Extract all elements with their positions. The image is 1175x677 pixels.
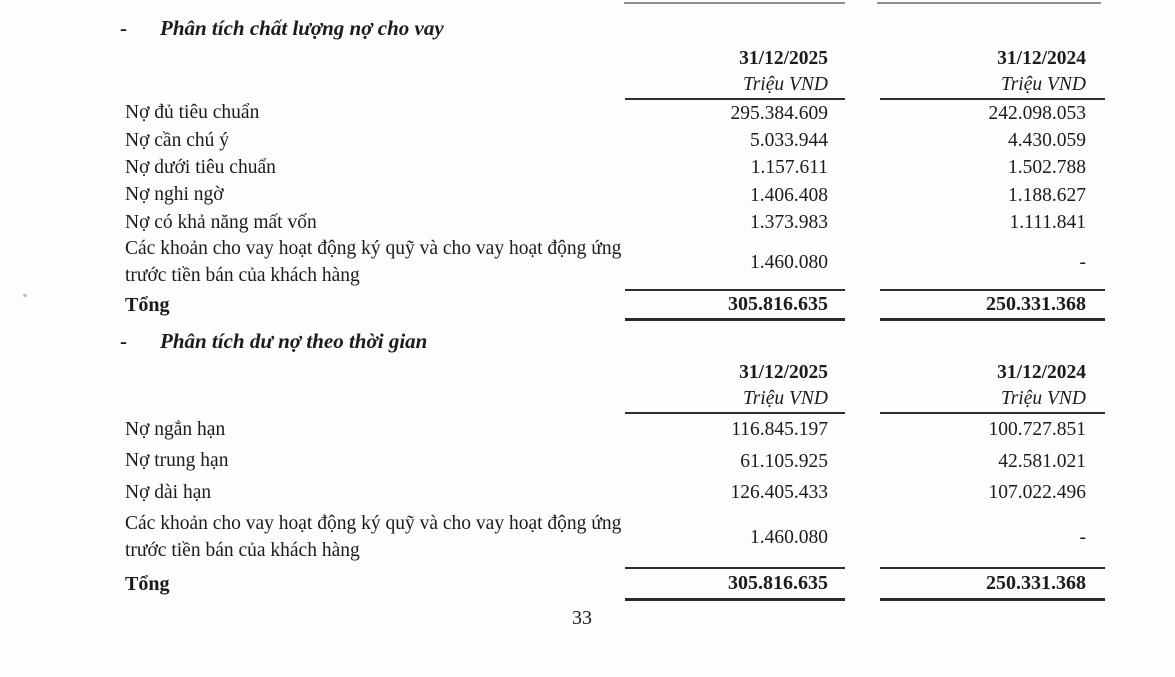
value-2024: 107.022.496: [988, 482, 1086, 504]
value-2025: 1.460.080: [750, 526, 828, 548]
total-label: Tổng: [125, 294, 170, 317]
value-2024: 4.430.059: [1008, 129, 1086, 151]
row-label: Nợ đủ tiêu chuẩn: [125, 102, 260, 124]
table-row: [0, 477, 1175, 509]
row-label: Nợ trung hạn: [125, 450, 229, 472]
value-2024: 242.098.053: [988, 102, 1086, 124]
value-2025: 1.460.080: [750, 251, 828, 273]
total-label: Tổng: [125, 572, 170, 595]
row-label: Nợ dưới tiêu chuẩn: [125, 156, 276, 178]
section-heading-text: Phân tích dư nợ theo thời gian: [160, 329, 428, 354]
column-header-unit-2025: Triệu VND: [625, 72, 845, 100]
row-label: Nợ ngắn hạn: [125, 418, 226, 440]
column-header-date-2025: 31/12/2025: [739, 47, 828, 69]
value-2025: 1.406.408: [750, 184, 828, 206]
value-2024: 100.727.851: [988, 419, 1086, 441]
row-label: Nợ dài hạn: [125, 481, 212, 503]
value-2025: 295.384.609: [730, 102, 828, 124]
column-header-row: [0, 45, 1175, 72]
table-row: [0, 182, 1175, 209]
header-spacer: [125, 72, 625, 100]
total-value-2025: 305.816.635: [625, 567, 845, 601]
value-2024: 1.111.841: [1009, 211, 1086, 233]
column-header-date-2024: 31/12/2024: [997, 47, 1086, 69]
value-2025: 61.105.925: [740, 450, 828, 472]
bullet-dash: -: [120, 16, 127, 40]
section-heading-text: Phân tích chất lượng nợ cho vay: [160, 16, 444, 40]
value-2025: 1.373.983: [750, 211, 828, 233]
total-value-2025: 305.816.635: [625, 289, 845, 321]
previous-table-rule-left: [624, 2, 845, 4]
column-header-row: [0, 359, 1175, 386]
row-label: Nợ nghi ngờ: [125, 184, 224, 206]
column-header-unit-2024: Triệu VND: [880, 72, 1105, 100]
row-label: Các khoản cho vay hoạt động ký quỹ và cho vay hoạt động ứng trước tiền bán của khách hàng: [125, 513, 622, 561]
column-header-date-2024: 31/12/2024: [997, 361, 1086, 383]
total-value-2024: 250.331.368: [880, 567, 1105, 601]
value-2024: -: [1079, 526, 1086, 548]
column-header-unit-2025: Triệu VND: [625, 386, 845, 414]
row-label: Các khoản cho vay hoạt động ký quỹ và cho vay hoạt động ứng trước tiền bán của khách hàng: [125, 238, 622, 286]
row-label: Nợ có khả năng mất vốn: [125, 211, 317, 233]
column-unit-row: [0, 386, 1175, 414]
section-loan-term: [0, 327, 1175, 601]
row-label: Nợ cần chú ý: [125, 129, 229, 151]
column-unit-row: [0, 72, 1175, 100]
table-row: [0, 127, 1175, 154]
value-2024: 1.188.627: [1008, 184, 1086, 206]
previous-table-rule-right: [877, 2, 1101, 4]
table-row: [0, 509, 1175, 567]
value-2025: 126.405.433: [730, 482, 828, 504]
value-2024: 42.581.021: [998, 450, 1086, 472]
bullet-dash: -: [120, 329, 127, 354]
value-2025: 5.033.944: [750, 129, 828, 151]
header-spacer: [125, 386, 625, 414]
column-header-unit-2024: Triệu VND: [880, 386, 1105, 414]
scan-speck: [23, 294, 27, 297]
section-heading: [0, 327, 1175, 355]
total-row: [0, 289, 1175, 321]
table-row: [0, 446, 1175, 478]
total-value-2024: 250.331.368: [880, 289, 1105, 321]
value-2025: 1.157.611: [750, 157, 828, 179]
value-2024: -: [1079, 251, 1086, 273]
table-row: [0, 155, 1175, 182]
table-row: [0, 236, 1175, 289]
section-heading: [0, 14, 1175, 42]
total-row: [0, 567, 1175, 601]
page-number: 33: [572, 606, 592, 629]
column-header-date-2025: 31/12/2025: [739, 361, 828, 383]
value-2024: 1.502.788: [1008, 157, 1086, 179]
table-row: [0, 209, 1175, 236]
section-loan-quality: [0, 14, 1175, 321]
value-2025: 116.845.197: [731, 419, 828, 441]
table-row: [0, 414, 1175, 446]
table-row: [0, 100, 1175, 127]
